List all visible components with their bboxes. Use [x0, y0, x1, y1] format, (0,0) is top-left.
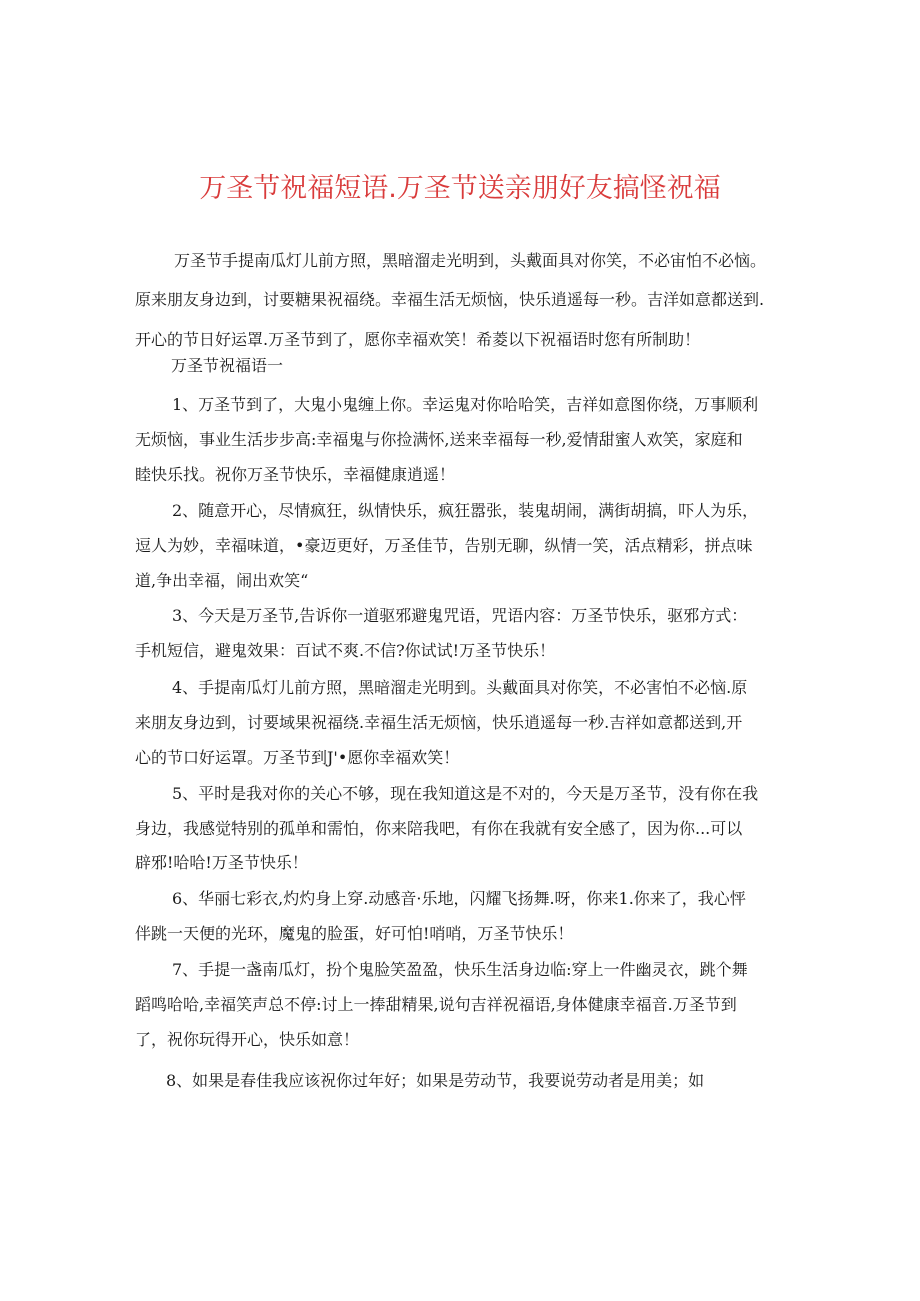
list-item-line: 来朋友身边到，讨要域果祝福绕.幸福生活无烦恼，快乐逍遥每一秒.吉祥如意都送到,开 [135, 713, 743, 732]
list-item-line: 伴跳一天便的光环，魔鬼的脸蛋，好可怕!哨哨，万圣节快乐！ [135, 924, 574, 943]
list-item-line: 身边，我感觉特别的孤单和需怕，你来陪我吧，有你在我就有安全感了，因为你...可以 [135, 819, 743, 838]
list-item-line: 手机短信，避鬼效果：百试不爽.不信?你试试!万圣节快乐！ [135, 641, 556, 660]
list-item-line: 辟邪!哈哈!万圣节快乐！ [135, 853, 308, 872]
list-item-line: 心的节口好运罩。万圣节到J'•愿你幸福欢笑！ [135, 748, 460, 767]
list-item-line: 无烦恼，事业生活步步高:幸福鬼与你捡满怀,送来幸福每一秒,爱情甜蜜人欢笑，家庭和 [135, 430, 743, 449]
list-item-line: 1、万圣节到了，大鬼小鬼缠上你。幸运鬼对你哈哈笑，吉祥如意图你绕，万事顺利 [172, 395, 759, 414]
list-item-line: 7、手提一盏南瓜灯，扮个鬼脸笑盈盈，快乐生活身边临:穿上一件幽灵衣，跳个舞 [172, 960, 748, 979]
intro-line: 开心的节日好运罩.万圣节到了，愿你幸福欢笑！希菱以下祝福语时您有所制助！ [135, 330, 701, 349]
intro-line: 万圣节手提南瓜灯儿前方照，黑暗溜走光明到，头戴面具对你笑，不必宙怕不必恼。 [174, 251, 767, 270]
list-item-line: 8、如果是春佳我应该祝你过年好；如果是劳动节，我要说劳动者是用美；如 [166, 1071, 705, 1090]
list-item-line: 蹈鸣哈哈,幸福笑声总不停:讨上一捧甜精果,说句吉祥祝福语,身体健康幸福音.万圣节到 [135, 995, 737, 1014]
list-item-line: 睦快乐找。祝你万圣节快乐，幸福健康逍遥！ [135, 465, 456, 484]
list-item-line: 3、今天是万圣节,告诉你一道驱邪避鬼咒语，咒语内容：万圣节快乐，驱邪方式： [172, 606, 748, 625]
list-item-line: 道,争出幸福，闹出欢笑“ [135, 571, 309, 590]
list-item-line: 6、华丽七彩衣,灼灼身上穿.动感音·乐地，闪耀飞扬舞.呀，你来1.你来了，我心怦 [172, 889, 746, 908]
intro-line: 原来朋友身边到，讨要糖果祝福绕。幸福生活无烦恼，快乐逍遥每一秒。吉洋如意都送到. [135, 290, 765, 309]
list-item-line: 5、平时是我对你的关心不够，现在我知道这是不对的，今天是万圣节，没有你在我 [172, 784, 759, 803]
list-item-line: 逗人为妙，幸福味道，•豪迈更好，万圣佳节，告别无聊，纵情一笑，活点精彩，拼点味 [135, 536, 753, 555]
list-item-line: 了，祝你玩得开心，快乐如意！ [135, 1030, 360, 1049]
list-item-line: 4、手提南瓜灯儿前方照，黑暗溜走光明到。头戴面具对你笑，不必害怕不必恼.原 [172, 678, 748, 697]
section-heading: 万圣节祝福语一 [171, 356, 284, 375]
list-item-line: 2、随意开心，尽情疯狂，纵情快乐，疯狂嚣张，装鬼胡闹，满街胡搞，吓人为乐， [172, 501, 759, 520]
page-title: 万圣节祝福短语.万圣节送亲朋好友搞怪祝福 [199, 173, 721, 204]
